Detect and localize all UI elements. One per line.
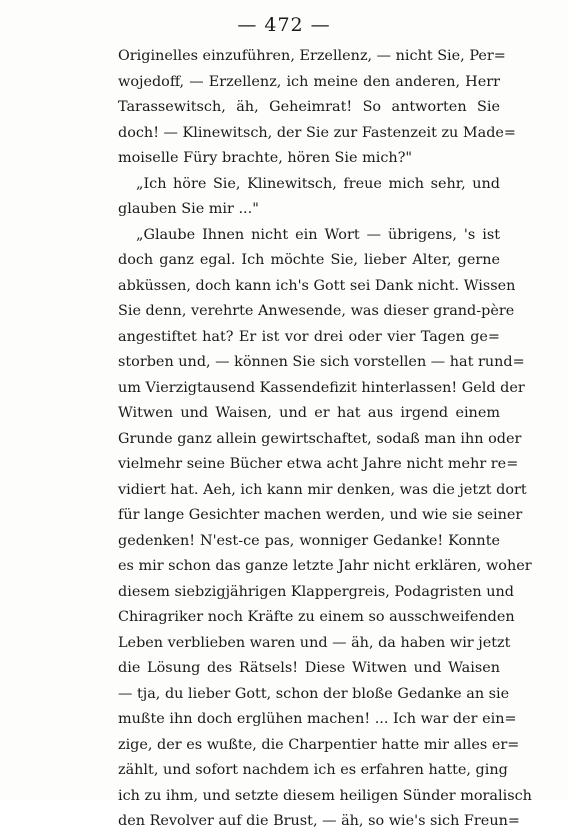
- text-line: zige, der es wußte, die Charpentier hatte mir alles er=: [118, 736, 520, 753]
- text-line: gedenken! N'est-ce pas, wonniger Gedanke! Konnte: [118, 532, 500, 549]
- text-line: vielmehr seine Bücher etwa acht Jahre nicht mehr re=: [118, 456, 519, 472]
- text-line: doch ganz egal. Ich möchte Sie, lieber Alter, gerne: [118, 252, 500, 268]
- page-number: — 472 —: [237, 14, 331, 36]
- text-line: Grunde ganz allein gewirtschaftet, sodaß man ihn oder: [118, 430, 522, 447]
- text-line: zählt, und sofort nachdem ich es erfahren hatte, ging: [118, 762, 508, 778]
- text-line: glauben Sie mir ...": [118, 201, 259, 217]
- text-line: doch! — Klinewitsch, der Sie zur Fastenzeit zu Made=: [118, 124, 516, 141]
- text-line: abküssen, doch kann ich's Gott sei Dank nicht. Wissen: [118, 277, 516, 294]
- text-line: den Revolver auf die Brust, — äh, so wie's sich Freun=: [118, 813, 520, 829]
- text-line: „Ich höre Sie, Klinewitsch, freue mich sehr, und: [136, 175, 500, 192]
- text-line: „Glaube Ihnen nicht ein Wort — übrigens, 's ist: [136, 226, 500, 243]
- text-line: — tja, du lieber Gott, schon der bloße Gedanke an sie: [118, 685, 510, 702]
- text-line: ich zu ihm, und setzte diesem heiligen Sünder moralisch: [118, 787, 532, 804]
- text-line: die Lösung des Rätsels! Diese Witwen und Waisen: [118, 660, 500, 676]
- text-line: wojedoff, — Erzellenz, ich meine den anderen, Herr: [118, 73, 500, 90]
- text-line: Chiragriker noch Kräfte zu einem so ausschweifenden: [118, 609, 515, 625]
- text-line: Sie denn, verehrte Anwesende, was dieser grand-père: [118, 303, 515, 319]
- page-body-text: [118, 44, 532, 835]
- text-line: für lange Gesichter machen werden, und wie sie seiner: [118, 507, 523, 523]
- text-line: Leben verblieben waren und — äh, da haben wir jetzt: [118, 634, 511, 651]
- text-line: Originelles einzuführen, Erzellenz, — nicht Sie, Per=: [118, 48, 506, 64]
- text-line: es mir schon das ganze letzte Jahr nicht erklären, woher: [118, 558, 532, 574]
- text-line: angestiftet hat? Er ist vor drei oder vier Tagen ge=: [118, 328, 500, 345]
- text-line: Tarassewitsch, äh, Geheimrat! So antworten Sie: [118, 99, 500, 115]
- text-line: diesem siebzigjährigen Klappergreis, Podagristen und: [118, 583, 514, 600]
- text-line: storben und, — können Sie sich vorstellen — hat rund=: [118, 354, 525, 370]
- text-line: mußte ihn doch erglühen machen! ... Ich war der ein=: [118, 711, 517, 727]
- text-line: Witwen und Waisen, und er hat aus irgend einem: [118, 405, 500, 421]
- text-line: vidiert hat. Aeh, ich kann mir denken, was die jetzt dort: [118, 481, 527, 498]
- text-line: um Vierzigtausend Kassendefizit hinterlassen! Geld der: [118, 379, 525, 396]
- text-line: moiselle Füry brachte, hören Sie mich?": [118, 150, 413, 166]
